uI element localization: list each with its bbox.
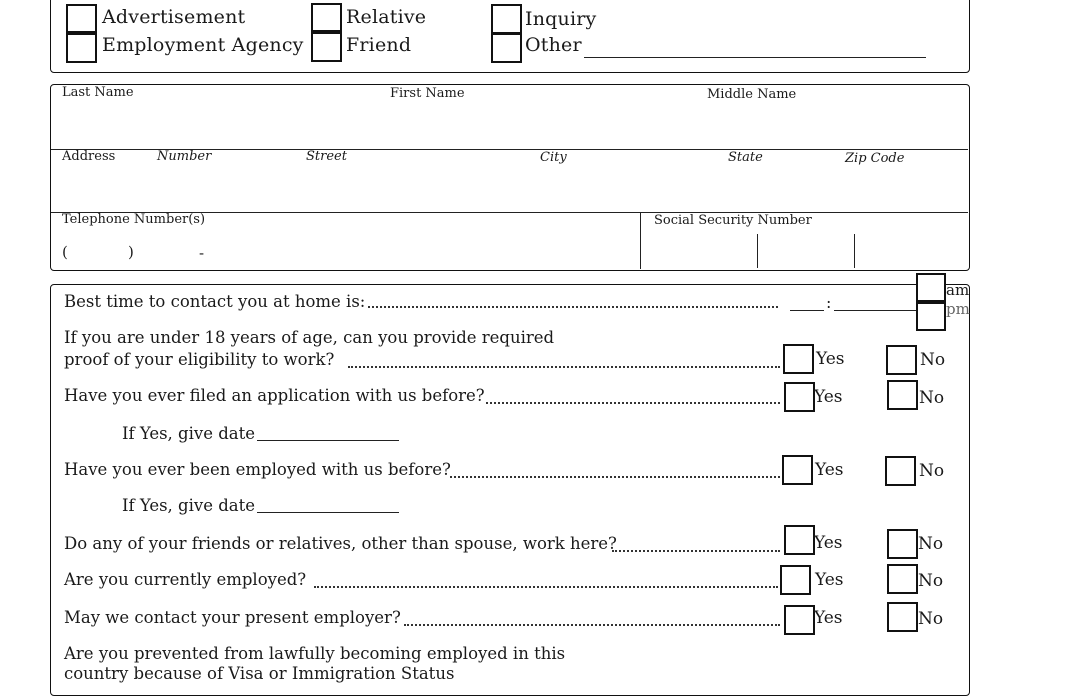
relative-checkbox[interactable]	[311, 3, 342, 32]
advertisement-label: Advertisement	[102, 6, 246, 28]
am-checkbox[interactable]	[916, 273, 946, 302]
first-name-label: First Name	[390, 86, 465, 101]
middle-name-label: Middle Name	[707, 87, 797, 102]
under-18-question-line1: If you are under 18 years of age, can you provide required	[64, 328, 555, 347]
address-city-label: City	[540, 150, 567, 165]
address-label: Address	[62, 149, 116, 164]
advertisement-checkbox[interactable]	[66, 4, 97, 33]
ssn-column-divider	[640, 212, 641, 269]
other-checkbox[interactable]	[491, 33, 522, 63]
phone-close-paren: )	[128, 243, 134, 261]
address-zip-label: Zip Code	[845, 151, 905, 166]
employed-before-yes-label: Yes	[815, 460, 844, 480]
employed-before-date-line[interactable]	[257, 512, 399, 513]
relative-label: Relative	[346, 6, 427, 28]
other-specify-line[interactable]	[584, 57, 926, 58]
friends-relatives-leader	[612, 550, 780, 552]
employed-before-date-label: If Yes, give date	[122, 496, 256, 515]
other-label: Other	[525, 34, 582, 56]
employed-before-leader	[450, 476, 780, 478]
friend-label: Friend	[346, 34, 412, 56]
phone-open-paren: (	[62, 243, 68, 261]
employed-before-no-checkbox[interactable]	[885, 456, 916, 486]
inquiry-label: Inquiry	[525, 8, 597, 30]
currently-employed-question: Are you currently employed?	[64, 570, 307, 589]
ssn-divider-2	[854, 234, 855, 268]
filed-before-yes-label: Yes	[814, 387, 843, 407]
friend-checkbox[interactable]	[311, 32, 342, 62]
address-street-label: Street	[306, 149, 347, 164]
under-18-leader	[348, 366, 780, 368]
ssn-divider-1	[757, 234, 758, 268]
filed-before-no-label: No	[919, 388, 945, 408]
currently-employed-yes-label: Yes	[815, 570, 844, 590]
contact-employer-no-checkbox[interactable]	[887, 602, 918, 632]
filed-before-date-line[interactable]	[257, 440, 399, 441]
under-18-yes-label: Yes	[816, 349, 845, 369]
contact-employer-yes-checkbox[interactable]	[784, 605, 815, 635]
pm-checkbox[interactable]	[916, 302, 946, 331]
currently-employed-yes-checkbox[interactable]	[780, 565, 811, 595]
personal-info-section	[50, 84, 970, 271]
address-number-label: Number	[157, 149, 212, 164]
under-18-yes-checkbox[interactable]	[783, 344, 814, 374]
friends-relatives-yes-checkbox[interactable]	[784, 525, 815, 555]
best-time-minute-line[interactable]	[834, 310, 916, 311]
currently-employed-no-label: No	[918, 571, 944, 591]
currently-employed-leader	[314, 586, 778, 588]
inquiry-checkbox[interactable]	[491, 4, 522, 34]
filed-before-no-checkbox[interactable]	[887, 380, 918, 410]
contact-employer-yes-label: Yes	[814, 608, 843, 628]
employed-before-no-label: No	[919, 461, 945, 481]
address-state-label: State	[728, 150, 763, 165]
friends-relatives-no-label: No	[918, 534, 944, 554]
filed-before-leader	[486, 402, 780, 404]
telephone-label: Telephone Number(s)	[62, 212, 206, 227]
friends-relatives-question: Do any of your friends or relatives, other than spouse, work here?	[64, 534, 617, 553]
best-time-hour-line[interactable]	[790, 310, 824, 311]
employed-before-yes-checkbox[interactable]	[782, 455, 813, 485]
friends-relatives-no-checkbox[interactable]	[887, 529, 918, 559]
employed-before-question: Have you ever been employed with us before?	[64, 460, 451, 479]
pm-label: pm	[946, 300, 970, 318]
contact-employer-no-label: No	[918, 609, 944, 629]
best-time-colon: :	[826, 293, 832, 312]
filed-before-question: Have you ever filed an application with us before?	[64, 386, 485, 405]
filed-before-yes-checkbox[interactable]	[784, 382, 815, 412]
last-name-label: Last Name	[62, 85, 134, 100]
under-18-no-checkbox[interactable]	[886, 345, 917, 375]
best-time-leader	[368, 306, 778, 308]
employment-agency-label: Employment Agency	[102, 34, 304, 56]
best-time-question: Best time to contact you at home is:	[64, 292, 366, 311]
phone-dash: -	[199, 244, 205, 262]
prevented-question-line1: Are you prevented from lawfully becoming employed in this	[64, 644, 566, 663]
contact-employer-question: May we contact your present employer?	[64, 608, 401, 627]
employment-agency-checkbox[interactable]	[66, 33, 97, 63]
filed-before-date-label: If Yes, give date	[122, 424, 256, 443]
ssn-label: Social Security Number	[654, 213, 812, 228]
under-18-question-line2: proof of your eligibility to work?	[64, 350, 335, 369]
contact-employer-leader	[404, 624, 780, 626]
under-18-no-label: No	[920, 350, 946, 370]
prevented-question-line2: country because of Visa or Immigration Status	[64, 664, 455, 683]
am-label: am	[946, 281, 970, 299]
friends-relatives-yes-label: Yes	[814, 533, 843, 553]
currently-employed-no-checkbox[interactable]	[887, 564, 918, 594]
